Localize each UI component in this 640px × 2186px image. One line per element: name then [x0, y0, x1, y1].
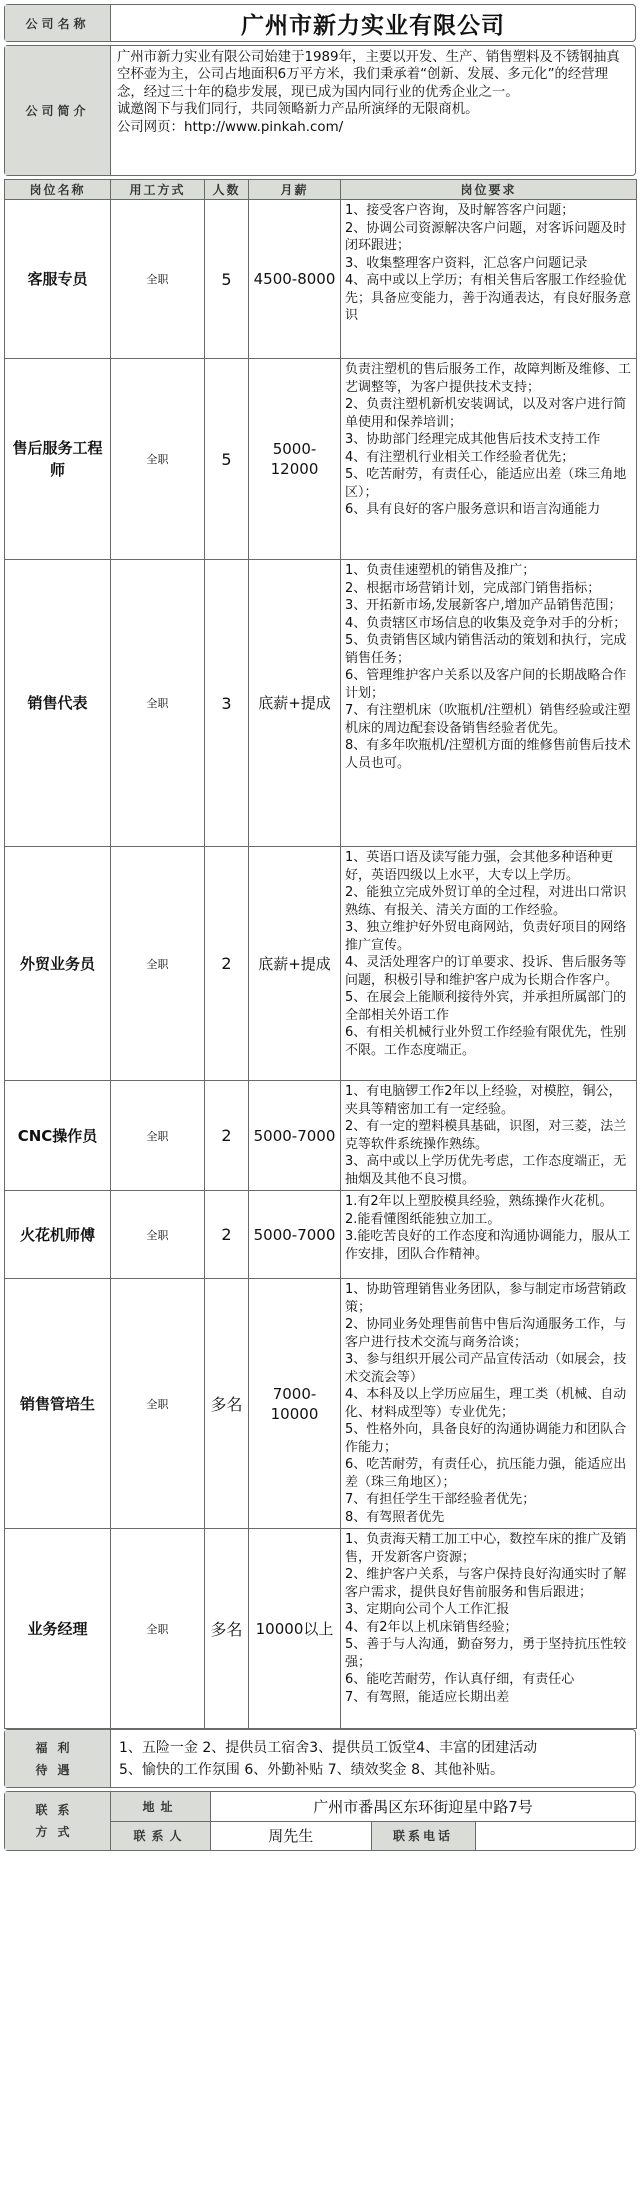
header-position: 岗位名称 [5, 180, 111, 200]
company-name-label: 公司名称 [5, 5, 111, 41]
job-title: 售后服务工程师 [5, 359, 111, 560]
requirement-item: 3、开拓新市场,发展新客户,增加产品销售范围； [345, 598, 622, 613]
requirement-item: 4、有注塑机行业相关工作经验者优先； [345, 449, 575, 465]
job-title: 外贸业务员 [5, 847, 111, 1081]
company-name-row [4, 4, 636, 42]
job-employment-type: 全职 [111, 1529, 205, 1729]
company-intro-label: 公司简介 [5, 46, 111, 175]
job-salary: 4500-8000 [249, 200, 341, 359]
requirement-item: 5、性格外向，具备良好的沟通协调能力和团队合作能力； [345, 1422, 627, 1455]
requirement-item: 5、在展会上能顺利接待外宾，并承担所属部门的全部相关外语工作 [345, 990, 627, 1023]
requirement-item: 2、协同业务处理售前售中售后沟通服务工作，与客户进行技术交流与商务洽谈； [345, 1317, 627, 1350]
job-headcount: 5 [205, 359, 249, 560]
job-employment-type: 全职 [111, 1081, 205, 1191]
requirement-item: 2、协调公司资源解决客户问题，对客诉问题及时闭环跟进； [345, 220, 627, 253]
job-employment-type: 全职 [111, 359, 205, 560]
table-row [5, 200, 637, 359]
company-intro-row [4, 45, 636, 176]
requirement-item: 4、有2年以上机床销售经验； [345, 1619, 518, 1635]
job-requirements [341, 1279, 637, 1529]
job-requirements [341, 847, 637, 1081]
benefits-label-line: 待遇 [35, 1762, 80, 1777]
requirement-item: 8、有驾照者优先 [345, 1509, 445, 1525]
header-salary: 月薪 [249, 180, 341, 200]
job-employment-type: 全职 [111, 200, 205, 359]
job-salary: 底薪+提成 [249, 847, 341, 1081]
contact-label-line: 联系 [35, 1803, 80, 1817]
table-header-row [5, 180, 637, 200]
requirement-item: 1、协助管理销售业务团队，参与制定市场营销政策； [345, 1282, 627, 1315]
company-name: 广州市新力实业有限公司 [241, 12, 505, 39]
job-requirements [341, 560, 637, 847]
job-salary: 10000以上 [249, 1529, 341, 1729]
requirement-item: 2.能看懂图纸能独立加工。 [345, 1211, 501, 1227]
header-requirements: 岗位要求 [341, 180, 637, 200]
contact-address-row [111, 1792, 635, 1822]
jobs-table-box [4, 179, 636, 1729]
requirement-item: 2、根据市场营销计划，完成部门销售指标； [345, 580, 601, 596]
requirement-item: 4、负责辖区市场信息的收集及竞争对手的分析； [345, 615, 627, 631]
table-row [5, 847, 637, 1081]
table-row [5, 1279, 637, 1529]
job-employment-type: 全职 [111, 847, 205, 1081]
requirement-item: 7、有注塑机床（吹瓶机/注塑机）销售经验或注塑机床的周边配套设备销售经验者优先。 [345, 703, 631, 736]
benefits-label [5, 1730, 111, 1787]
address-value: 广州市番禺区东环街迎星中路7号 [313, 1797, 533, 1816]
requirement-item: 6、吃苦耐劳，有责任心，抗压能力强，能适应出差（珠三角地区）； [345, 1457, 627, 1490]
job-requirements [341, 1191, 637, 1279]
job-headcount: 多名 [205, 1529, 249, 1729]
requirement-item: 8、有多年吹瓶机/注塑机方面的维修售前售后技术人员也可。 [345, 738, 631, 771]
requirement-item: 1、负责海天精工加工中心，数控车床的推广及销售，开发新客户资源； [345, 1532, 627, 1565]
requirement-item: 5、吃苦耐劳，有责任心，能适应出差（珠三角地区）； [345, 467, 627, 500]
requirement-item: 3.能吃苦良好的工作态度和沟通协调能力，服从工作安排，团队合作精神。 [345, 1229, 631, 1262]
job-salary: 5000-12000 [249, 359, 341, 560]
job-headcount: 多名 [205, 1279, 249, 1529]
company-website: 公司网页：http://www.pinkah.com/ [117, 119, 344, 135]
requirement-item: 3、参与组织开展公司产品宣传活动（如展会，技术交流会等） [345, 1352, 627, 1385]
jobs-table [4, 179, 637, 1729]
job-requirements [341, 1081, 637, 1191]
company-intro-text [111, 46, 635, 175]
contact-grid [111, 1792, 635, 1850]
requirement-item: 2、维护客户关系，与客户保持良好沟通实时了解客户需求，提供良好售前服务和售后跟进； [345, 1567, 627, 1600]
intro-paragraph: 广州市新力实业有限公司始建于1989年，主要以开发、生产、销售塑料及不锈钢抽真空杯壶为主，公司占地面积6万平方米，我们秉承着“创新、发展、多元化”的经营理念，经过三十年的稳步发展，现已成为国内同行业的优秀企业之一。 [117, 50, 620, 100]
job-title: 业务经理 [5, 1529, 111, 1729]
requirement-item: 3、收集整理客户资料，汇总客户问题记录 [345, 255, 588, 271]
requirement-item: 3、定期向公司个人工作汇报 [345, 1602, 510, 1617]
requirement-item: 2、能独立完成外贸订单的全过程，对进出口常识熟练、有报关、清关方面的工作经验。 [345, 885, 627, 918]
benefits-line: 5、愉快的工作氛围 6、外勤补贴 7、绩效奖金 8、其他补贴。 [119, 1761, 504, 1778]
job-headcount: 2 [205, 847, 249, 1081]
requirement-item: 1、英语口语及读写能力强，会其他多种语种更好，英语四级以上水平，大专以上学历。 [345, 850, 614, 883]
job-headcount: 3 [205, 560, 249, 847]
benefits-label-line: 福利 [35, 1740, 80, 1755]
requirement-item: 6、能吃苦耐劳，作认真仔细，有责任心 [345, 1672, 575, 1687]
contact-label-line: 方式 [35, 1825, 80, 1839]
benefits-text [111, 1730, 635, 1787]
requirement-item: 2、负责注塑机新机安装调试，以及对客户进行简单使用和保养培训； [345, 397, 627, 430]
job-employment-type: 全职 [111, 560, 205, 847]
job-requirements [341, 359, 637, 560]
contact-person-value: 周先生 [211, 1822, 372, 1851]
requirement-item: 5、负责销售区域内销售活动的策划和执行，完成销售任务； [345, 633, 627, 666]
requirement-item: 4、本科及以上学历应届生，理工类（机械、自动化、材料成型等）专业优先； [345, 1387, 627, 1420]
job-salary: 底薪+提成 [249, 560, 341, 847]
job-requirements [341, 1529, 637, 1729]
job-employment-type: 全职 [111, 1191, 205, 1279]
contact-person-label: 联系人 [111, 1822, 211, 1851]
job-title: 火花机师傅 [5, 1191, 111, 1279]
header-headcount: 人数 [205, 180, 249, 200]
requirement-item: 5、善于与人沟通，勤奋努力，勇于坚持抗压性较强； [345, 1637, 627, 1670]
table-row [5, 359, 637, 560]
table-row [5, 1081, 637, 1191]
job-requirements [341, 200, 637, 359]
job-employment-type: 全职 [111, 1279, 205, 1529]
benefits-row [4, 1729, 636, 1788]
benefits-line: 1、五险一金 2、提供员工宿舍3、提供员工饭堂4、丰富的团建活动 [119, 1739, 538, 1756]
job-headcount: 5 [205, 200, 249, 359]
requirement-item: 1、接受客户咨询，及时解答客户问题； [345, 203, 575, 218]
contact-row [4, 1791, 636, 1851]
table-row [5, 1191, 637, 1279]
requirement-item: 3、高中或以上学历优先考虑，工作态度端正，无抽烟及其他不良习惯。 [345, 1154, 627, 1187]
requirement-item: 1.有2年以上塑胶模具经验，熟练操作火花机。 [345, 1194, 613, 1209]
contact-label [5, 1792, 111, 1850]
job-title: 销售管培生 [5, 1279, 111, 1529]
header-employment-type: 用工方式 [111, 180, 205, 200]
job-title: CNC操作员 [5, 1081, 111, 1191]
requirement-item: 1、负责佳速塑机的销售及推广； [345, 563, 536, 578]
contact-person-row [111, 1822, 635, 1851]
job-headcount: 2 [205, 1191, 249, 1279]
requirement-item: 2、有一定的塑料模具基础，识图，对三菱，法兰克等软件系统操作熟练。 [345, 1119, 627, 1152]
requirement-item: 6、有相关机械行业外贸工作经验有限优先，性别不限。工作态度端正。 [345, 1025, 627, 1058]
requirement-item: 4、灵活处理客户的订单要求、投诉、售后服务等问题，积极引导和维护客户成为长期合作客户。 [345, 955, 627, 988]
table-row [5, 1529, 637, 1729]
job-title: 客服专员 [5, 200, 111, 359]
table-row [5, 560, 637, 847]
contact-phone-value [476, 1822, 636, 1851]
contact-phone-label: 联系电话 [372, 1822, 476, 1851]
requirement-item: 3、独立维护好外贸电商网站，负责好项目的网络推广宣传。 [345, 920, 627, 953]
requirement-item: 7、有驾照，能适应长期出差 [345, 1689, 510, 1705]
requirement-item: 4、高中或以上学历；有相关售后客服工作经验优先；具备应变能力，善于沟通表达，有良好服务意识 [345, 273, 632, 323]
job-salary: 5000-7000 [249, 1191, 341, 1279]
requirement-item: 6、管理维护客户关系以及客户间的长期战略合作计划； [345, 668, 627, 701]
job-salary: 5000-7000 [249, 1081, 341, 1191]
requirement-item: 负责注塑机的售后服务工作，故障判断及维修、工艺调整等，为客户提供技术支持； [345, 362, 632, 395]
requirement-item: 7、有担任学生干部经验者优先； [345, 1492, 536, 1507]
requirement-item: 3、协助部门经理完成其他售后技术支持工作 [345, 432, 601, 447]
job-salary: 7000-10000 [249, 1279, 341, 1529]
address-label: 地址 [111, 1792, 211, 1821]
requirement-item: 6、具有良好的客户服务意识和语言沟通能力 [345, 502, 601, 517]
job-headcount: 2 [205, 1081, 249, 1191]
intro-paragraph: 诚邀阁下与我们同行，共同领略新力产品所演绎的无限商机。 [117, 102, 479, 118]
requirement-item: 1、有电脑锣工作2年以上经验，对模腔，铜公，夹具等精密加工有一定经验。 [345, 1084, 622, 1117]
job-title: 销售代表 [5, 560, 111, 847]
